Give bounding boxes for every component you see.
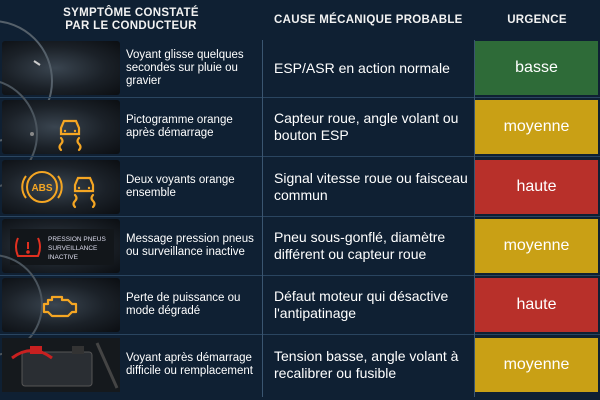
symptom-text: Pictogramme orange après démarrage — [126, 114, 233, 140]
table-row — [0, 219, 600, 276]
cause-text: Pneu sous-gonflé, diamètre différent ou capteur roue — [274, 228, 446, 262]
cause-text: Signal vitesse roue ou faisceau commun — [274, 169, 468, 203]
urgency-badge: haute — [475, 278, 598, 332]
urgency-badge: moyenne — [475, 338, 598, 392]
engine-check-icon — [2, 278, 120, 332]
table-row — [0, 41, 600, 98]
cause-text: ESP/ASR en action normale — [274, 59, 450, 76]
symptom-text: Voyant après démarrage difficile ou remplacement — [126, 351, 253, 377]
header-urgency: URGENCE — [507, 13, 567, 26]
table-row — [0, 338, 600, 395]
symptom-text: Deux voyants orange ensemble — [126, 173, 235, 199]
urgency-badge: basse — [475, 41, 598, 95]
cause-text: Capteur roue, angle volant ou bouton ESP — [274, 110, 459, 144]
row-divider — [0, 97, 600, 98]
table-row — [0, 160, 600, 217]
header-symptom: SYMPTÔME CONSTATÉ PAR LE CONDUCTEUR — [63, 7, 199, 32]
cause-text: Défaut moteur qui désactive l'antipatinage — [274, 288, 449, 322]
column-divider — [262, 40, 263, 397]
row-divider — [0, 275, 600, 276]
battery-icon — [2, 338, 120, 392]
urgency-badge: moyenne — [475, 219, 598, 273]
row-divider — [0, 334, 600, 335]
row-divider — [0, 216, 600, 217]
column-divider — [474, 40, 475, 397]
row-divider — [0, 156, 600, 157]
abs-warning-icon — [2, 160, 120, 214]
urgency-badge: haute — [475, 160, 598, 214]
symptom-text: Voyant glisse quelques secondes sur pluie ou gravier — [126, 48, 244, 87]
svg-text:SURVEILLANCE: SURVEILLANCE — [48, 244, 98, 252]
svg-text:ABS: ABS — [31, 182, 53, 194]
esp-skid-warning-icon — [2, 41, 120, 95]
symptom-text: Message pression pneus ou surveillance inactive — [126, 232, 254, 258]
table-row — [0, 278, 600, 335]
svg-text:PRESSION PNEUS: PRESSION PNEUS — [48, 235, 106, 243]
symptom-text: Perte de puissance ou mode dégradé — [126, 292, 241, 318]
table-row — [0, 100, 600, 157]
cause-text: Tension basse, angle volant à recalibrer ou fusible — [274, 347, 459, 381]
header-cause: CAUSE MÉCANIQUE PROBABLE — [274, 13, 463, 26]
urgency-badge: moyenne — [475, 100, 598, 154]
esp-off-warning-icon — [2, 100, 120, 154]
tire-pressure-icon — [2, 219, 120, 273]
svg-text:INACTIVE: INACTIVE — [48, 253, 78, 261]
